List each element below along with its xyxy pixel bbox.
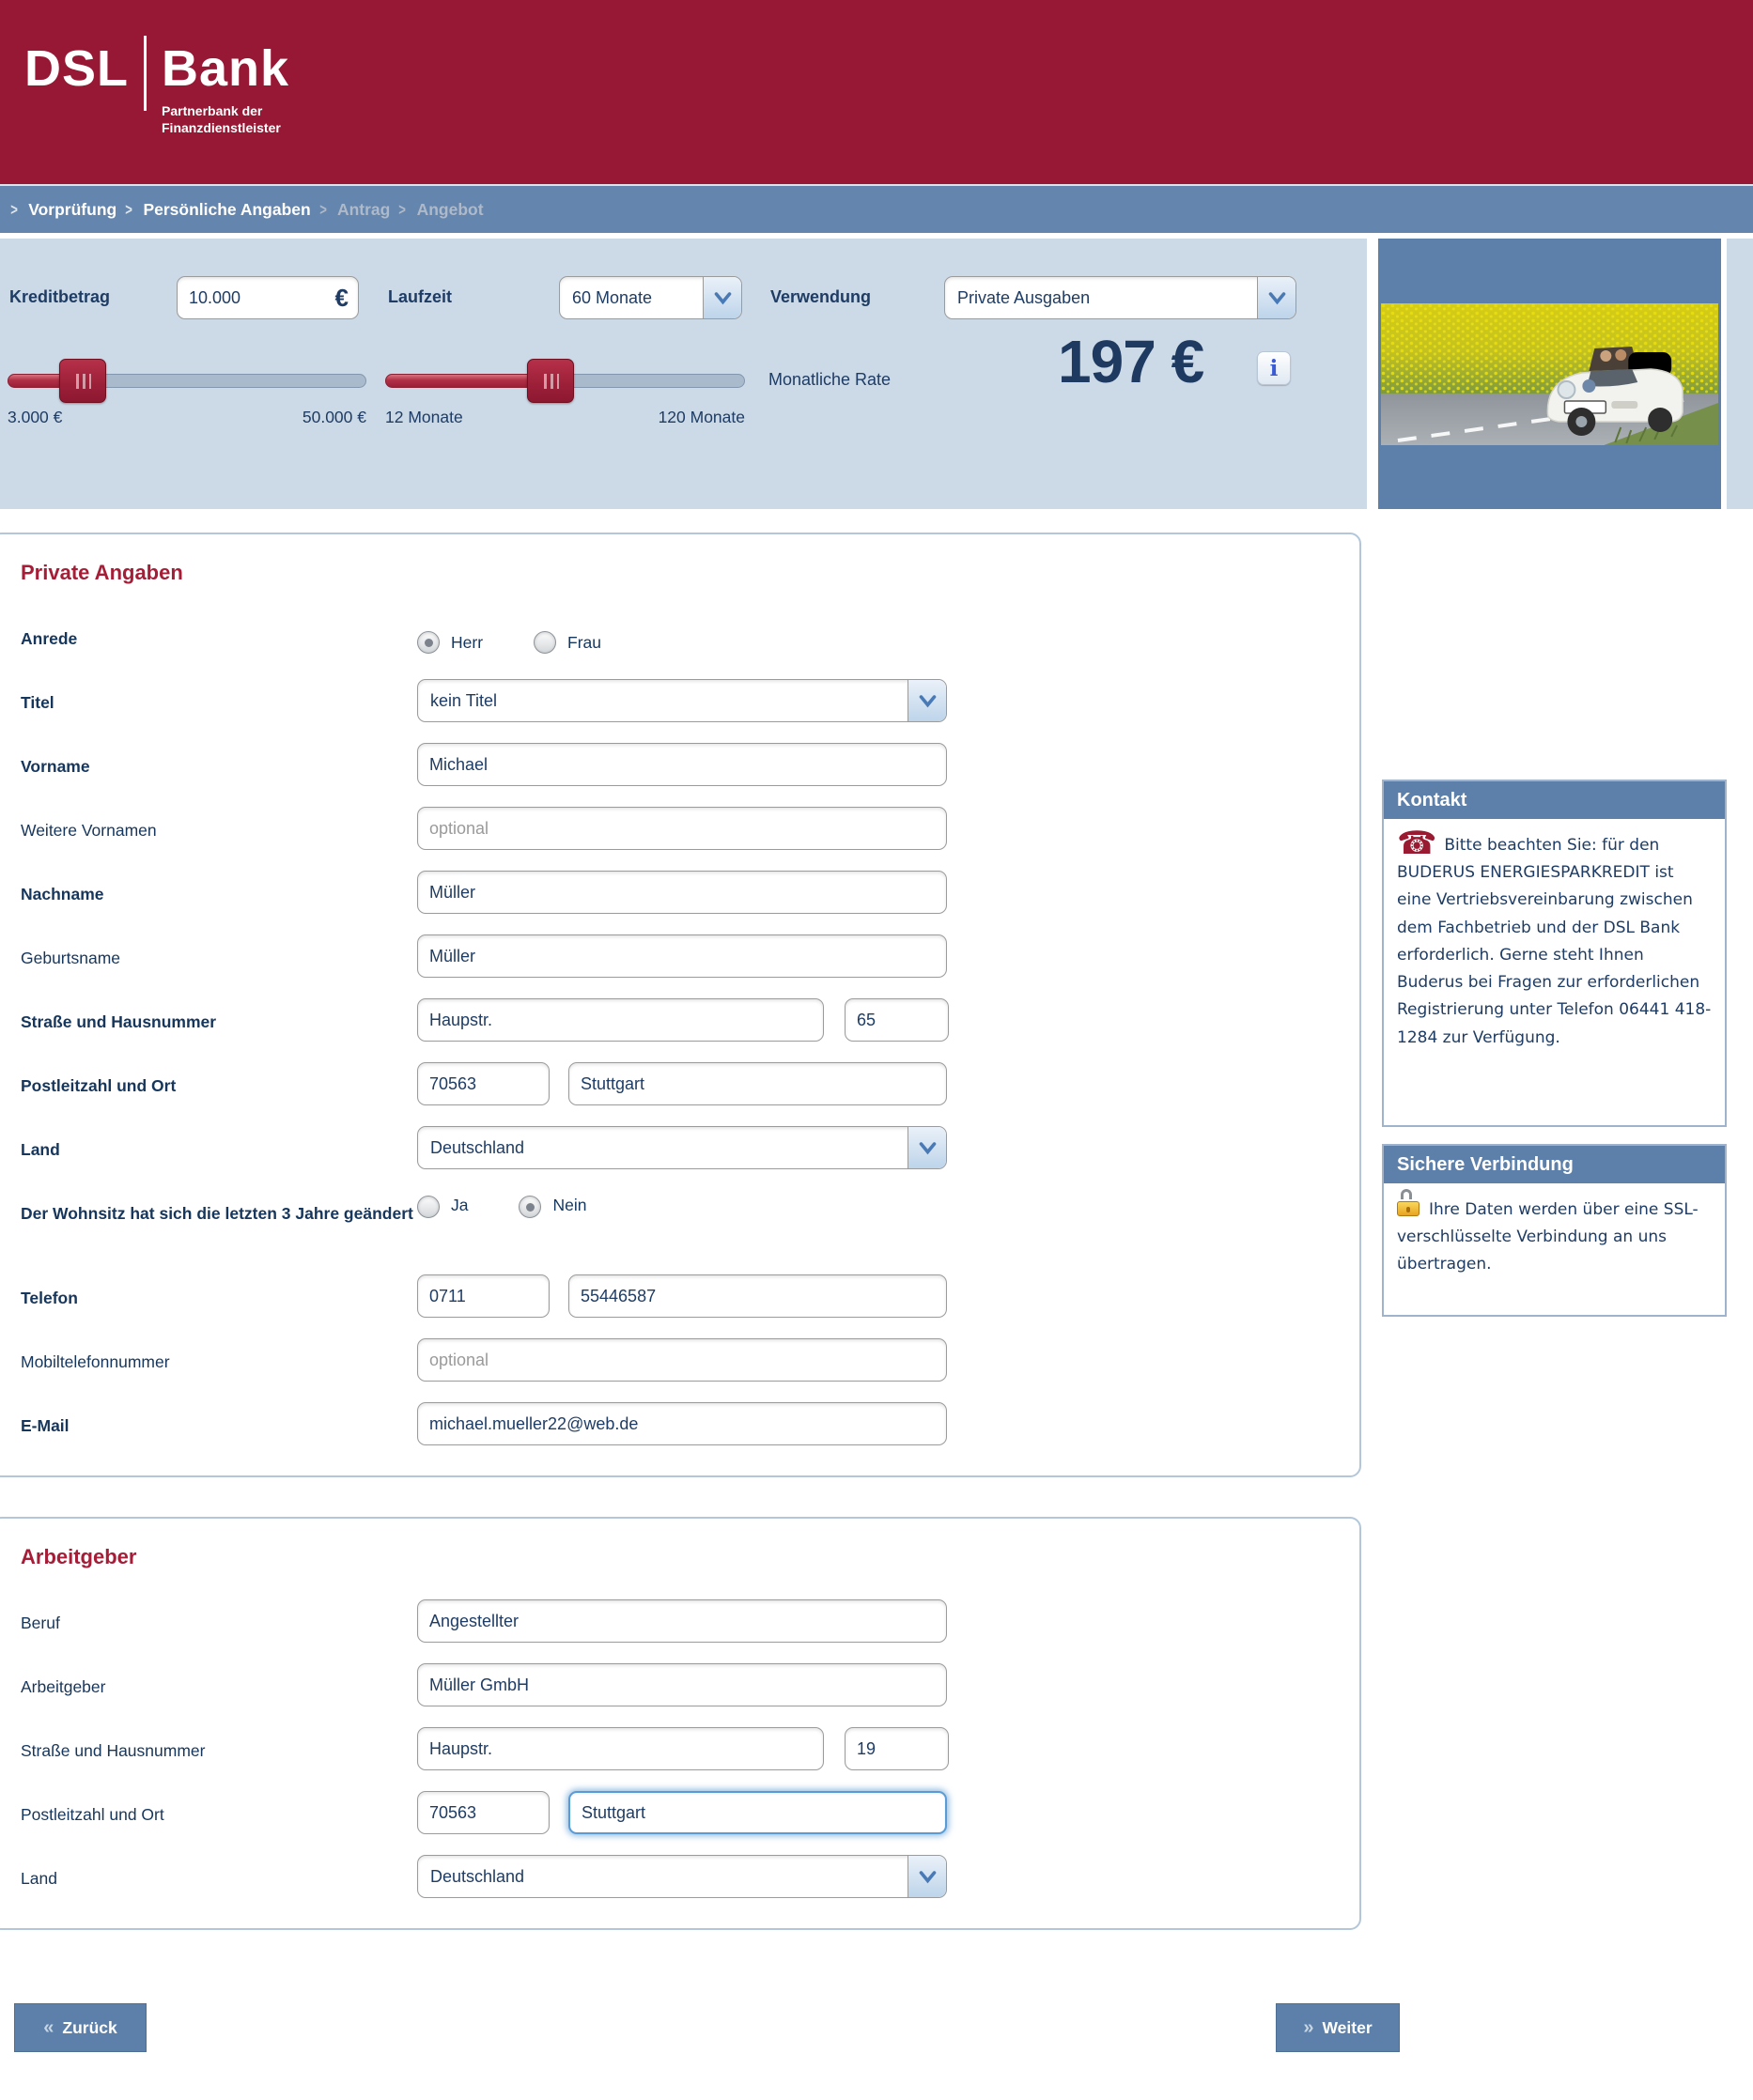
laufzeit-slider-handle[interactable] xyxy=(527,359,574,403)
mobil-label: Mobiltelefonnummer xyxy=(21,1352,170,1371)
weitere-vornamen-input[interactable] xyxy=(417,807,947,850)
nachname-row xyxy=(21,871,1331,916)
breadcrumb-separator: > xyxy=(318,199,327,219)
laufzeit-min-label: 12 Monate xyxy=(385,408,463,426)
monatliche-rate-value: 197 € xyxy=(1058,328,1204,395)
car-photo xyxy=(1381,303,1718,445)
breadcrumb-separator: > xyxy=(10,199,18,219)
kreditbetrag-slider-handle[interactable] xyxy=(59,359,106,403)
slider-fill xyxy=(385,374,551,388)
credit-calculator xyxy=(0,239,1753,509)
verwendung-label: Verwendung xyxy=(770,287,872,306)
laufzeit-select[interactable] xyxy=(559,276,742,319)
laufzeit-slider xyxy=(385,359,745,453)
plz-ort-row xyxy=(21,1062,1331,1107)
promo-photo-panel xyxy=(1367,239,1727,509)
email-row xyxy=(21,1402,1331,1447)
zurueck-button[interactable] xyxy=(14,2003,147,2052)
kreditbetrag-min-label: 3.000 € xyxy=(8,408,63,426)
vorname-label: Vorname xyxy=(21,757,90,776)
arbeitgeber-land-select[interactable] xyxy=(417,1855,947,1898)
chevron-down-icon xyxy=(908,1856,946,1897)
anrede-row xyxy=(21,615,1331,660)
monatliche-rate-label: Monatliche Rate xyxy=(768,370,892,389)
verwendung-value: Private Ausgaben xyxy=(957,287,1091,307)
sichere-verbindung-text: Ihre Daten werden über eine SSL-verschlüsselte Verbindung an uns übertragen. xyxy=(1397,1200,1699,1274)
anrede-frau-label[interactable]: Frau xyxy=(567,632,602,652)
logo-subtitle-line2: Finanzdienstleister xyxy=(162,120,281,136)
dsl-bank-logo xyxy=(0,0,1753,136)
breadcrumb-item-vorpruefung[interactable]: Vorprüfung xyxy=(28,199,117,219)
chevron-down-icon xyxy=(1257,277,1295,318)
lock-icon xyxy=(1397,1197,1421,1216)
verwendung-select[interactable] xyxy=(944,276,1296,319)
info-icon[interactable]: i xyxy=(1257,351,1291,385)
arbeitgeber-land-value: Deutschland xyxy=(430,1866,525,1886)
next-chevron-icon: » xyxy=(1303,2016,1314,2038)
breadcrumb-separator: > xyxy=(125,199,133,219)
arbeitgeber-strasse-label: Straße und Hausnummer xyxy=(21,1741,206,1760)
wohnsitz-nein-label[interactable]: Nein xyxy=(552,1196,587,1214)
telefon-nummer-input[interactable] xyxy=(568,1274,947,1318)
logo-subtitle xyxy=(162,102,289,136)
back-chevron-icon: « xyxy=(43,2016,54,2038)
arbeitgeber-plz-input[interactable] xyxy=(417,1791,550,1834)
anrede-herr-label[interactable]: Herr xyxy=(451,632,484,652)
kontakt-text: Bitte beachten Sie: für den BUDERUS ENERGIESPARKREDIT ist eine Vertriebsvereinbarung zwischen dem Fachbetrieb und der DSL Bank erforderlich. Gerne steht Ihnen Buderus bei Fragen zur erforderlichen Registrierung unter Telefon 06441 418-1284 zur Verfügung. xyxy=(1397,836,1712,1047)
wohnsitz-row xyxy=(21,1190,1331,1256)
private-angaben-title: Private Angaben xyxy=(21,561,183,584)
arbeitgeber-title: Arbeitgeber xyxy=(21,1545,137,1568)
kreditbetrag-input[interactable] xyxy=(177,276,359,319)
laufzeit-label: Laufzeit xyxy=(388,287,453,306)
strasse-row xyxy=(21,998,1331,1043)
land-row xyxy=(21,1126,1331,1171)
arbeitgeber-row xyxy=(21,1663,1331,1708)
vorname-input[interactable] xyxy=(417,743,947,786)
strasse-input[interactable] xyxy=(417,998,824,1042)
land-value: Deutschland xyxy=(430,1137,525,1157)
phone-icon: ☎ xyxy=(1397,825,1437,862)
arbeitgeber-input[interactable] xyxy=(417,1663,947,1706)
private-angaben-panel xyxy=(0,533,1361,1477)
arbeitgeber-label: Arbeitgeber xyxy=(21,1677,106,1696)
kreditbetrag-value: 10.000 xyxy=(189,287,241,307)
weiter-button-label: Weiter xyxy=(1322,2017,1373,2037)
chevron-down-icon xyxy=(908,1127,946,1168)
nachname-label: Nachname xyxy=(21,885,104,903)
sichere-verbindung-header: Sichere Verbindung xyxy=(1384,1146,1725,1183)
vorname-row xyxy=(21,743,1331,788)
titel-label: Titel xyxy=(21,693,54,712)
wohnsitz-label: Der Wohnsitz hat sich die letzten 3 Jahre geändert xyxy=(21,1204,413,1223)
nachname-input[interactable] xyxy=(417,871,947,914)
titel-select[interactable] xyxy=(417,679,947,722)
arbeitgeber-land-row xyxy=(21,1855,1331,1900)
mobil-row xyxy=(21,1338,1331,1383)
land-label: Land xyxy=(21,1140,60,1159)
kreditbetrag-max-label: 50.000 € xyxy=(302,408,366,426)
logo-dsl-text: DSL xyxy=(24,40,129,97)
logo-bank-text: Bank xyxy=(162,40,290,97)
land-select[interactable] xyxy=(417,1126,947,1169)
arbeitgeber-plz-ort-label: Postleitzahl und Ort xyxy=(21,1805,164,1824)
wohnsitz-nein-radio[interactable] xyxy=(519,1196,541,1218)
kreditbetrag-slider xyxy=(8,359,366,453)
arbeitgeber-plz-ort-row xyxy=(21,1791,1331,1836)
strasse-label: Straße und Hausnummer xyxy=(21,1012,217,1031)
beruf-input[interactable] xyxy=(417,1599,947,1643)
kreditbetrag-label: Kreditbetrag xyxy=(9,287,111,306)
breadcrumb-item-antrag: Antrag xyxy=(336,199,391,219)
beruf-row xyxy=(21,1599,1331,1644)
arbeitgeber-strasse-row xyxy=(21,1727,1331,1772)
email-label: E-Mail xyxy=(21,1416,70,1435)
breadcrumb-item-persoenliche-angaben[interactable]: Persönliche Angaben xyxy=(143,199,311,219)
breadcrumb-separator: > xyxy=(398,199,407,219)
sichere-verbindung-body xyxy=(1384,1183,1725,1300)
titel-value: kein Titel xyxy=(430,690,498,710)
arbeitgeber-ort-input[interactable] xyxy=(568,1791,947,1834)
plz-ort-label: Postleitzahl und Ort xyxy=(21,1076,177,1095)
arbeitgeber-strasse-input[interactable] xyxy=(417,1727,824,1770)
weitere-vornamen-row xyxy=(21,807,1331,852)
email-input[interactable] xyxy=(417,1402,947,1445)
breadcrumb-item-angebot: Angebot xyxy=(416,199,484,219)
telefon-vorwahl-input[interactable] xyxy=(417,1274,550,1318)
chevron-down-icon xyxy=(908,680,946,721)
logo-divider xyxy=(144,36,147,111)
wohnsitz-ja-radio[interactable] xyxy=(417,1196,440,1218)
anrede-herr-radio[interactable] xyxy=(417,631,440,654)
arbeitgeber-land-label: Land xyxy=(21,1869,57,1888)
zurueck-button-label: Zurück xyxy=(62,2017,117,2037)
wohnsitz-ja-label[interactable]: Ja xyxy=(451,1196,469,1214)
mobil-input[interactable] xyxy=(417,1338,947,1382)
geburtsname-label: Geburtsname xyxy=(21,949,121,967)
laufzeit-value: 60 Monate xyxy=(572,287,653,307)
bottom-navigation xyxy=(0,2003,1753,2052)
kontakt-header: Kontakt xyxy=(1384,781,1725,819)
header xyxy=(0,0,1753,184)
weitere-vornamen-label: Weitere Vornamen xyxy=(21,821,157,840)
kontakt-box xyxy=(1382,780,1727,1127)
laufzeit-max-label: 120 Monate xyxy=(658,408,745,426)
sichere-verbindung-box xyxy=(1382,1144,1727,1317)
ort-input[interactable] xyxy=(568,1062,947,1105)
titel-row xyxy=(21,679,1331,724)
weiter-button[interactable] xyxy=(1276,2003,1400,2052)
breadcrumb xyxy=(0,186,1753,233)
euro-symbol: € xyxy=(334,283,349,312)
anrede-frau-radio[interactable] xyxy=(534,631,556,654)
anrede-label: Anrede xyxy=(21,629,78,648)
geburtsname-input[interactable] xyxy=(417,934,947,978)
beruf-label: Beruf xyxy=(21,1614,60,1632)
geburtsname-row xyxy=(21,934,1331,980)
arbeitgeber-panel xyxy=(0,1517,1361,1930)
telefon-label: Telefon xyxy=(21,1289,78,1307)
logo-subtitle-line1: Partnerbank der xyxy=(162,103,263,118)
kontakt-body xyxy=(1384,819,1725,1073)
telefon-row xyxy=(21,1274,1331,1320)
plz-input[interactable] xyxy=(417,1062,550,1105)
arbeitgeber-hausnummer-input[interactable] xyxy=(845,1727,949,1770)
chevron-down-icon xyxy=(703,277,741,318)
hausnummer-input[interactable] xyxy=(845,998,949,1042)
